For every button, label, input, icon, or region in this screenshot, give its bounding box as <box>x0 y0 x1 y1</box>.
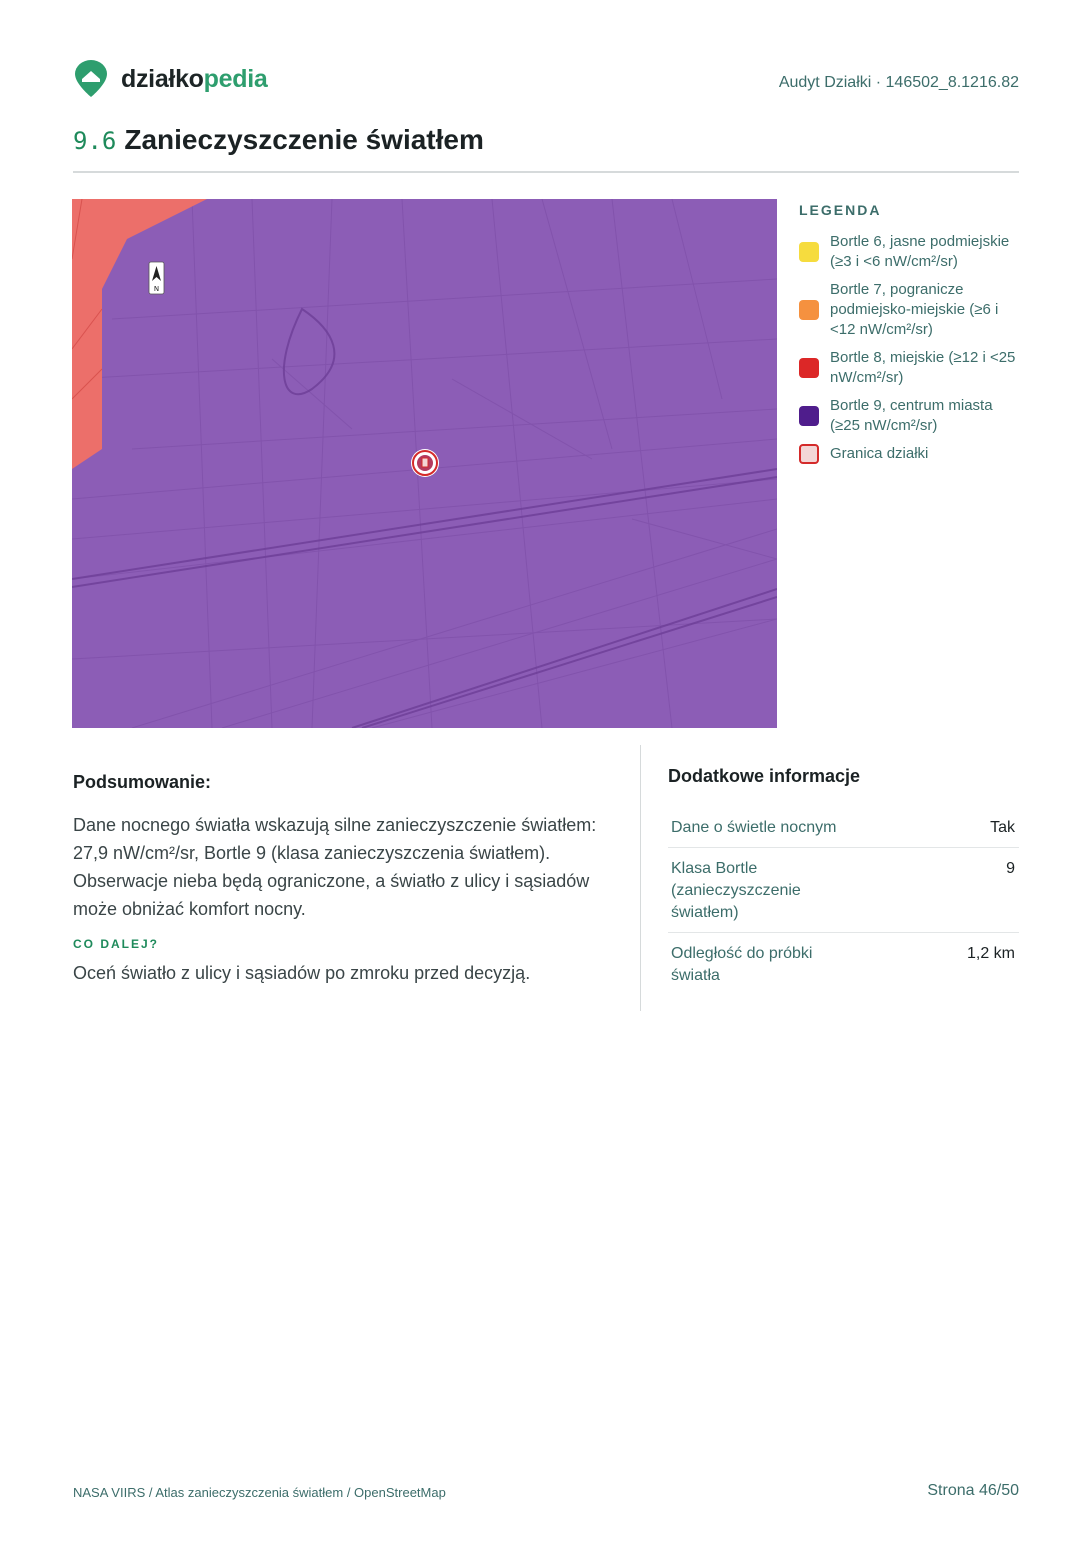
additional-info-heading: Dodatkowe informacje <box>668 766 861 786</box>
legend-swatch <box>799 300 819 320</box>
info-label: Klasa Bortle (zanieczyszczenie światłem) <box>671 860 801 921</box>
legend-swatch <box>799 358 819 378</box>
info-row <box>668 848 1019 933</box>
section-heading: Zanieczyszczenie światłem <box>124 124 484 155</box>
legend-label: Bortle 6, jasne podmiejskie (≥3 i <6 nW/cm²/sr) <box>830 233 1010 270</box>
brand-name-part2: pedia <box>203 64 268 93</box>
next-steps-text: Oceń światło z ulicy i sąsiadów po zmroku przed decyzją. <box>73 963 531 983</box>
summary-section <box>73 772 621 987</box>
page-number: Strona 46/50 <box>927 1482 1019 1499</box>
brand-logo[interactable] <box>73 60 267 98</box>
north-label: N <box>153 285 160 293</box>
info-value: Tak <box>990 819 1015 836</box>
page-header <box>73 60 1019 100</box>
light-pollution-map[interactable] <box>72 199 777 728</box>
document-id: Audyt Działki · 146502_8.1216.82 <box>778 74 1019 91</box>
next-steps-label: CO DALEJ? <box>73 937 160 951</box>
additional-info-section <box>668 766 1019 995</box>
legend-item-parcel-boundary <box>799 444 1019 464</box>
legend-item-bortle-9 <box>799 396 1019 436</box>
legend-swatch <box>799 242 819 262</box>
summary-heading: Podsumowanie: <box>73 772 212 792</box>
info-value: 9 <box>1006 860 1015 877</box>
info-label: Odległość do próbki światła <box>671 945 813 984</box>
info-label: Dane o świetle nocnym <box>671 819 837 836</box>
legend-label: Bortle 9, centrum miasta (≥25 nW/cm²/sr) <box>830 397 993 434</box>
footer-sources: NASA VIIRS / Atlas zanieczyszczenia światłem / OpenStreetMap <box>73 1485 446 1500</box>
map-canvas <box>72 199 777 728</box>
north-arrow-icon <box>149 262 164 294</box>
brand-name-part1: działko <box>121 64 204 93</box>
info-value: 1,2 km <box>966 945 1015 962</box>
brand-name <box>121 65 267 94</box>
legend-label: Granica działki <box>830 445 929 462</box>
info-row <box>668 807 1019 848</box>
legend-label: Bortle 8, miejskie (≥12 i <25 nW/cm²/sr) <box>830 349 1016 386</box>
parcel-pin-icon[interactable] <box>411 449 439 477</box>
legend-swatch <box>799 444 819 464</box>
legend-label: Bortle 7, pogranicze podmiejsko-miejskie (≥6 i <12 nW/cm²/sr) <box>830 281 999 338</box>
map-legend <box>799 202 1019 472</box>
map-pin-logo-icon <box>73 60 109 98</box>
legend-item-bortle-6 <box>799 232 1019 272</box>
title-divider <box>73 171 1019 173</box>
info-row <box>668 933 1019 995</box>
section-title <box>73 124 484 156</box>
legend-title: LEGENDA <box>799 202 882 218</box>
section-number: 9.6 <box>73 127 117 155</box>
summary-text: Dane nocnego światła wskazują silne zanieczyszczenie światłem: 27,9 nW/cm²/sr, Bortle 9 (klasa zanieczyszczenia światłem). Obserwacje nieba będą ograniczone, a światło z ulicy i sąsiadów może obniżać komfort nocny. <box>73 815 597 919</box>
legend-item-bortle-7 <box>799 280 1019 340</box>
legend-item-bortle-8 <box>799 348 1019 388</box>
column-divider <box>640 745 641 1011</box>
legend-swatch <box>799 406 819 426</box>
